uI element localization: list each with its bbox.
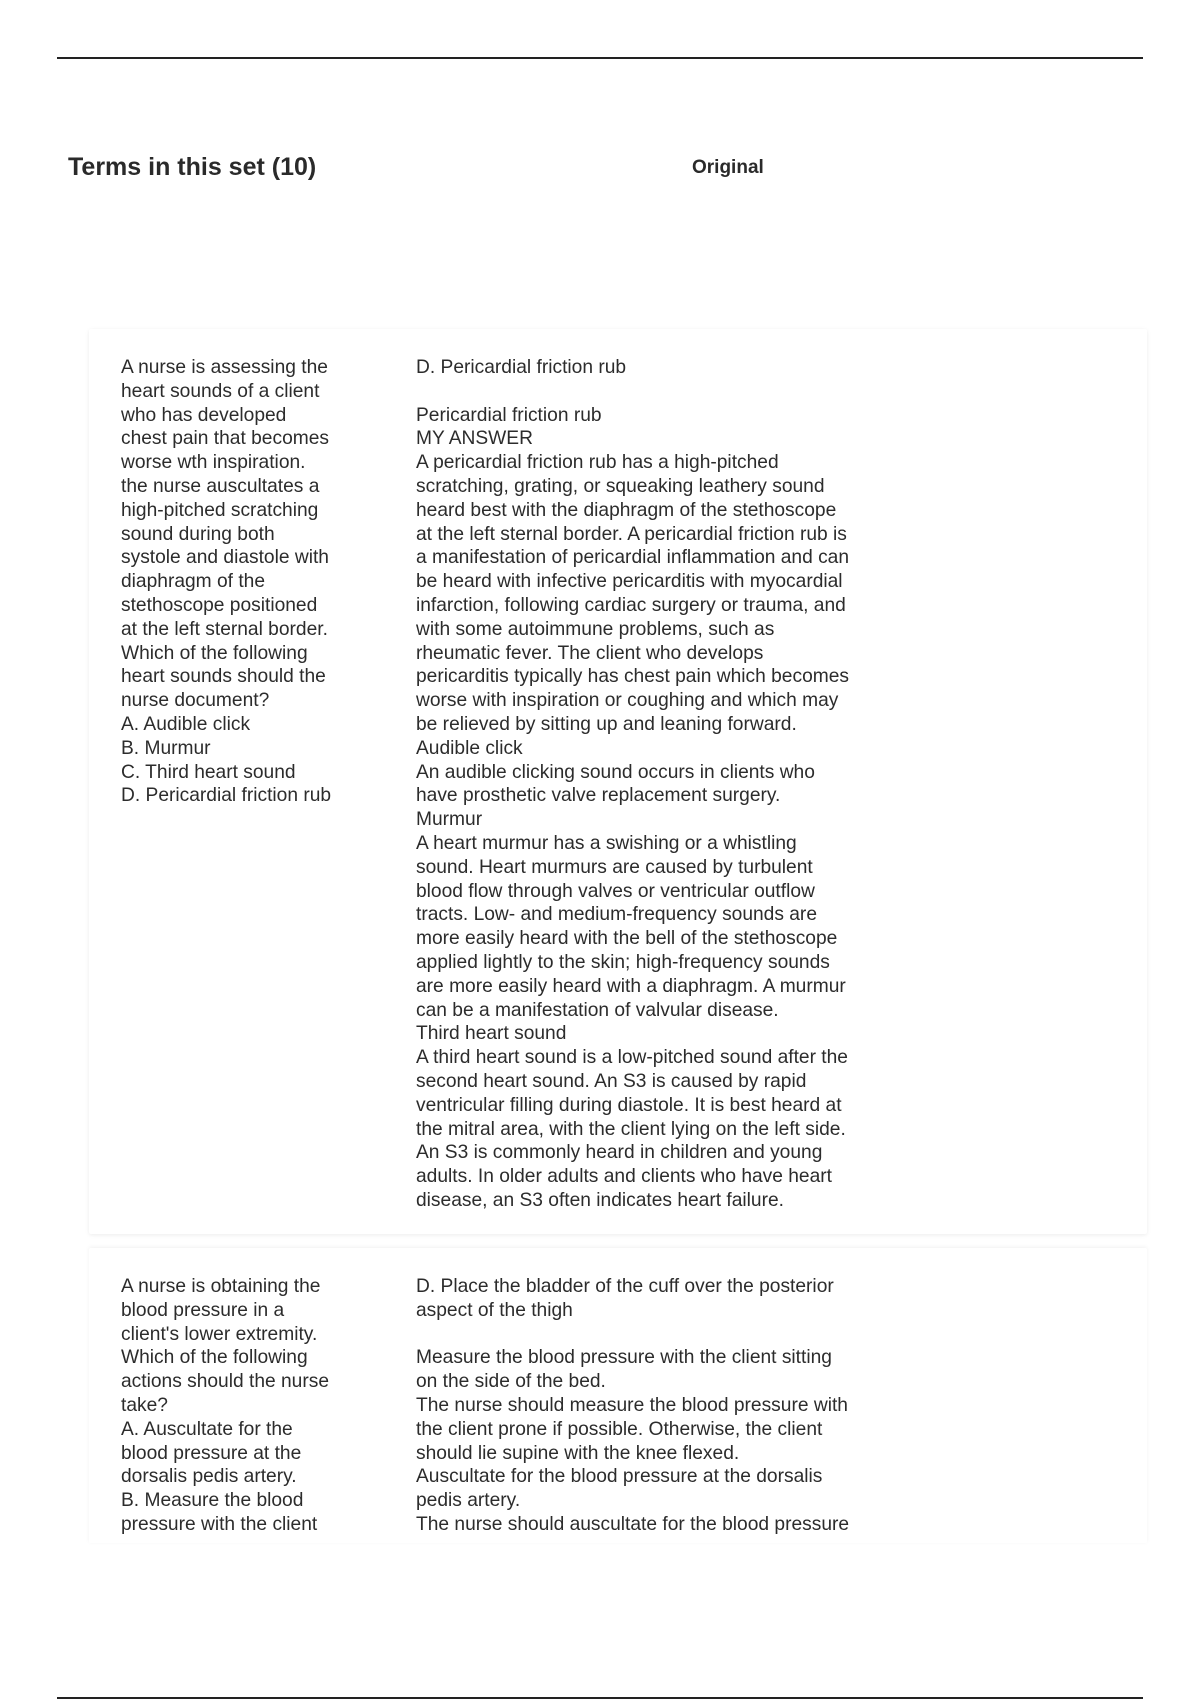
explanation-line: MY ANSWER	[416, 428, 533, 450]
explanation-line: Third heart sound	[416, 1023, 567, 1045]
top-divider	[57, 57, 1143, 59]
flashcard-2	[89, 1248, 1147, 1543]
card-definition	[416, 1275, 906, 1537]
explanation-line: the mitral area, with the client lying on the left side.	[416, 1118, 846, 1140]
explanation-line: the client prone if possible. Otherwise, the client	[416, 1418, 823, 1440]
explanation-line: be relieved by sitting up and leaning forward.	[416, 713, 797, 735]
explanation-line: Pericardial friction rub	[416, 404, 602, 426]
explanation-line: A heart murmur has a swishing or a whistling	[416, 832, 797, 854]
explanation-line: The nurse should measure the blood pressure with	[416, 1394, 848, 1416]
explanation-line: worse with inspiration or coughing and which may	[416, 690, 839, 712]
card-correct-answer: D. Place the bladder of the cuff over the posterior aspect of the thigh	[416, 1276, 834, 1321]
explanation-line: An audible clicking sound occurs in clients who	[416, 761, 815, 783]
explanation-line: ventricular filling during diastole. It is best heard at	[416, 1094, 842, 1116]
explanation-line: tracts. Low- and medium-frequency sounds are	[416, 904, 817, 926]
explanation-line: second heart sound. An S3 is caused by rapid	[416, 1070, 807, 1092]
flashcard-1	[89, 329, 1147, 1234]
explanation-line: more easily heard with the bell of the stethoscope	[416, 928, 838, 950]
explanation-line: a manifestation of pericardial inflammation and can	[416, 547, 850, 569]
explanation-line: infarction, following cardiac surgery or trauma, and	[416, 594, 846, 616]
explanation-line: A pericardial friction rub has a high-pitched	[416, 452, 779, 474]
explanation-line: adults. In older adults and clients who have heart	[416, 1166, 832, 1188]
set-mode-label: Original	[692, 157, 764, 178]
explanation-line: scratching, grating, or squeaking leathery sound	[416, 475, 825, 497]
explanation-line: Audible click	[416, 737, 523, 759]
explanation-line: Auscultate for the blood pressure at the dorsalis	[416, 1466, 823, 1488]
explanation-line: sound. Heart murmurs are caused by turbulent	[416, 856, 813, 878]
explanation-line: applied lightly to the skin; high-frequency sounds	[416, 951, 830, 973]
bottom-divider	[57, 1697, 1143, 1699]
explanation-line: Measure the blood pressure with the client sitting	[416, 1347, 832, 1369]
explanation-line: The nurse should auscultate for the blood pressure	[416, 1513, 850, 1535]
explanation-line: A third heart sound is a low-pitched sound after the	[416, 1047, 848, 1069]
explanation-line: have prosthetic valve replacement surgery.	[416, 785, 781, 807]
explanation-line: are more easily heard with a diaphragm. A murmur	[416, 975, 846, 997]
explanation-line: be heard with infective pericarditis with myocardial	[416, 571, 843, 593]
explanation-line: pedis artery.	[416, 1490, 521, 1512]
card-correct-answer: D. Pericardial friction rub	[416, 357, 627, 378]
explanation-line: disease, an S3 often indicates heart failure.	[416, 1189, 784, 1211]
explanation-line: can be a manifestation of valvular disease.	[416, 999, 779, 1021]
explanation-line: heard best with the diaphragm of the stethoscope	[416, 499, 837, 521]
set-title: Terms in this set (10)	[68, 153, 317, 181]
explanation-line: on the side of the bed.	[416, 1371, 606, 1393]
card-explanation	[416, 1346, 906, 1536]
explanation-line: at the left sternal border. A pericardial friction rub is	[416, 523, 847, 545]
card-term: A nurse is obtaining the blood pressure in a client's lower extremity. Which of the following actions should the nurse take? A. Auscultate for the blood pressure at the dorsalis pedis artery. B. Measure the blood pressure with the client	[121, 1276, 329, 1535]
explanation-line: pericarditis typically has chest pain which becomes	[416, 666, 849, 688]
explanation-line: Murmur	[416, 809, 483, 831]
explanation-line: with some autoimmune problems, such as	[416, 618, 775, 640]
explanation-line: should lie supine with the knee flexed.	[416, 1442, 740, 1464]
card-term: A nurse is assessing the heart sounds of a client who has developed chest pain that becomes worse wth inspiration. the nurse auscultates a high-pitched scratching sound during both systole and diastole with diaphragm of the stethoscope positioned at the left sternal border. Which of the following heart sounds should the nurse document? A. Audible click B. Murmur C. Third heart sound D. Pericardial friction rub	[121, 357, 332, 807]
card-explanation	[416, 404, 906, 1213]
card-definition	[416, 356, 906, 1213]
explanation-line: An S3 is commonly heard in children and young	[416, 1142, 823, 1164]
explanation-line: blood flow through valves or ventricular outflow	[416, 880, 815, 902]
explanation-line: rheumatic fever. The client who develops	[416, 642, 764, 664]
